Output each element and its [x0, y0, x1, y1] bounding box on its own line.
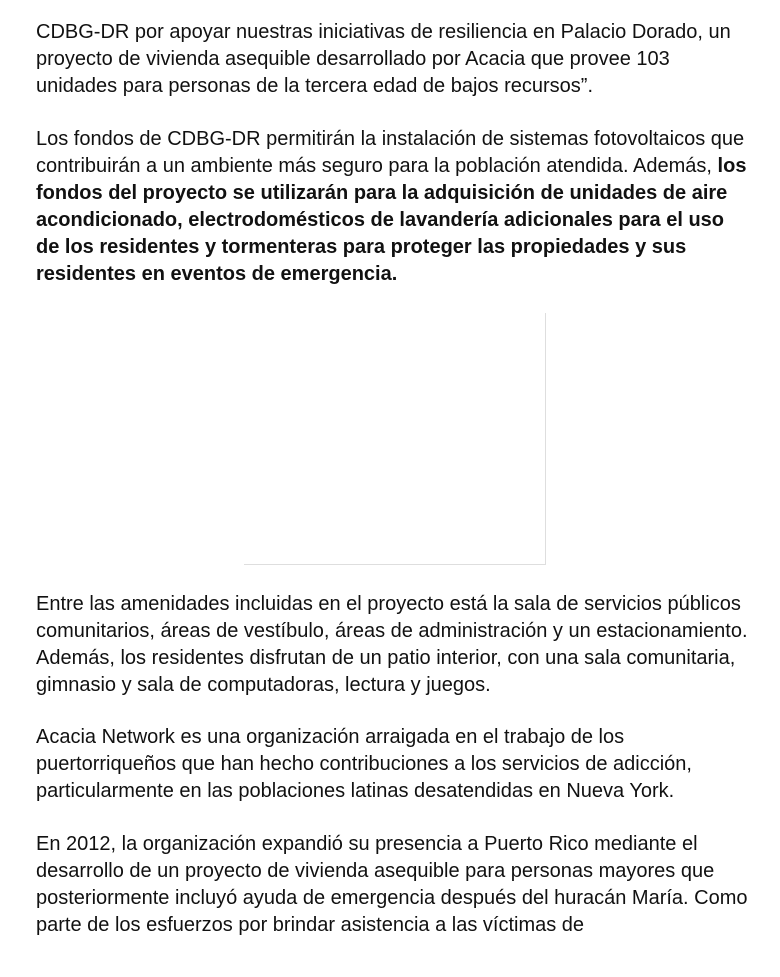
paragraph-2012-expansion: En 2012, la organización expandió su presencia a Puerto Rico mediante el desarrollo de un proyecto de vivienda asequible para personas mayores que posteriormente incluyó ayuda de emergencia después del huracán María. Como parte de los esfuerzos por brindar asistencia a las víctimas de — [36, 833, 748, 936]
paragraph-cdbg-dr-support: CDBG-DR por apoyar nuestras iniciativas de resiliencia en Palacio Dorado, un proyecto de vivienda asequible desarrollado por Acacia que provee 103 unidades para personas de la tercera edad de bajos recursos”. — [36, 21, 731, 97]
paragraph-fondos-lead: Los fondos de CDBG-DR permitirán la instalación de sistemas fotovoltaicos que contribuirán a un ambiente más seguro para la población atendida. Además, — [36, 128, 745, 177]
paragraph-acacia-network: Acacia Network es una organización arraigada en el trabajo de los puertorriqueños que han hecho contribuciones a los servicios de adicción, particularmente en las poblaciones latinas desatendidas en Nueva York. — [36, 726, 692, 802]
paragraph-fondos-bold: los fondos del proyecto se utilizarán para la adquisición de unidades de aire acondicionado, electrodomésticos de lavandería adicionales para el uso de los residentes y tormenteras para proteger las propiedades y sus residentes en eventos de emergencia. — [36, 155, 747, 285]
paragraph-amenidades: Entre las amenidades incluidas en el proyecto está la sala de servicios públicos comunitarios, áreas de vestíbulo, áreas de administración y un estacionamiento. Además, los residentes disfrutan de un patio interior, con una sala comunitaria, gimnasio y sala de computadoras, lectura y juegos. — [36, 593, 748, 696]
embedded-image-placeholder — [244, 313, 546, 565]
paragraph-fondos-cdbg-dr — [36, 126, 752, 288]
